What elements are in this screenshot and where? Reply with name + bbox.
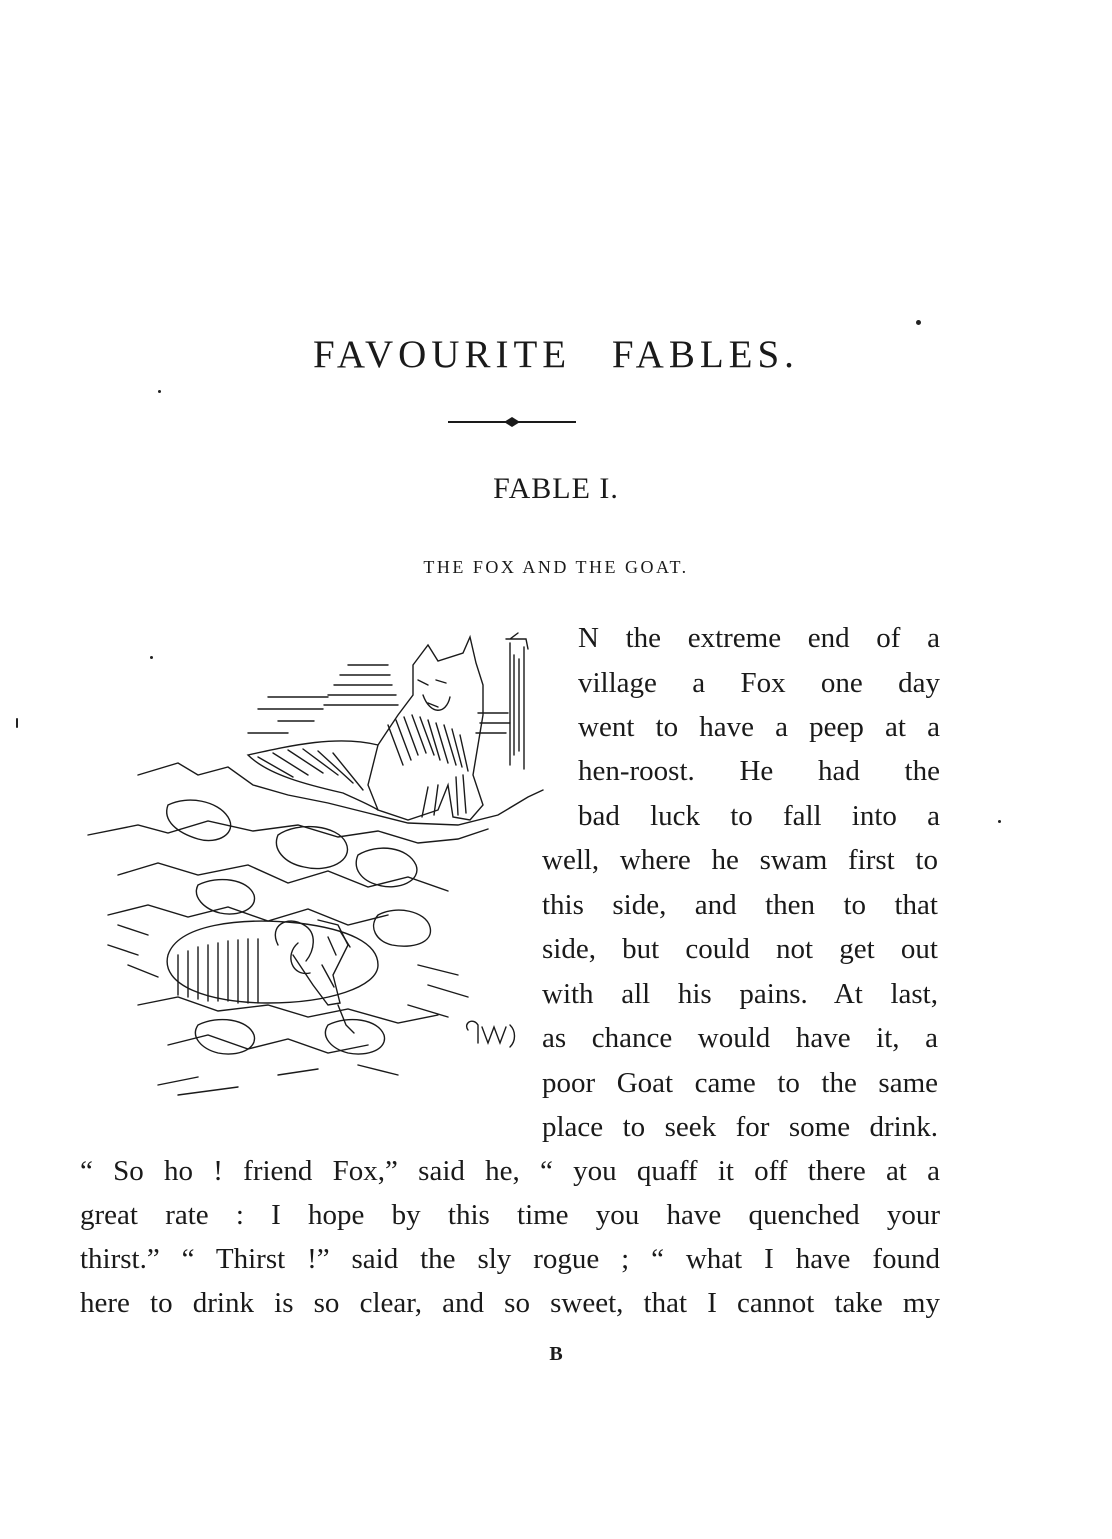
scan-speck: [158, 390, 161, 393]
text-line: “ So ho ! friend Fox,” said he, “ you quaff it off there at a: [80, 1155, 940, 1187]
text-line: went to have a peep at a: [578, 711, 940, 743]
text-line: well, where he swam first to: [542, 844, 938, 876]
text-line: N the extreme end of a: [578, 622, 940, 654]
text-line: thirst.” “ Thirst !” said the sly rogue ; “ what I have found: [80, 1243, 940, 1275]
text-line: great rate : I hope by this time you have quenched your: [80, 1199, 940, 1231]
text-line: bad luck to fall into a: [578, 800, 940, 832]
scan-speck: [998, 820, 1001, 823]
text-line: village a Fox one day: [578, 667, 940, 699]
text-line: with all his pains. At last,: [542, 978, 938, 1010]
scan-speck: [916, 320, 921, 325]
ornament-divider-icon: [446, 414, 578, 430]
scan-speck: [16, 718, 18, 728]
text-line: hen-roost. He had the: [578, 755, 940, 787]
book-title: FAVOURITE FABLES.: [313, 333, 799, 376]
scan-speck: [150, 656, 153, 659]
text-line: here to drink is so clear, and so sweet, that I cannot take my: [80, 1287, 940, 1319]
fox-and-goat-illustration-icon: [78, 625, 548, 1115]
fable-subtitle: THE FOX AND THE GOAT.: [423, 557, 689, 577]
text-line: this side, and then to that: [542, 889, 938, 921]
text-line: poor Goat came to the same: [542, 1067, 938, 1099]
signature-mark: B: [549, 1343, 563, 1365]
fable-heading: FABLE I.: [493, 472, 619, 505]
text-line: place to seek for some drink.: [542, 1111, 938, 1143]
text-line: side, but could not get out: [542, 933, 938, 965]
text-line: as chance would have it, a: [542, 1022, 938, 1054]
